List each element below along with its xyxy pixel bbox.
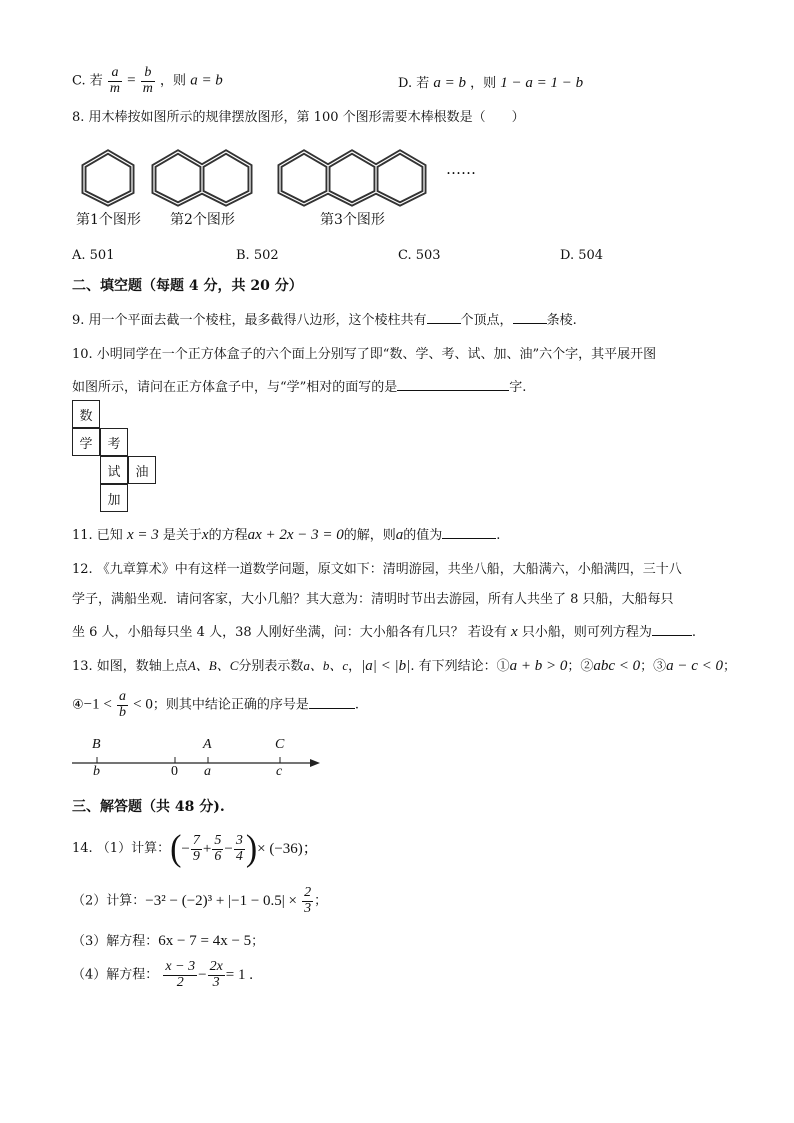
answer-blank[interactable] [513,309,547,324]
q8-option-c: C. 503 [398,248,441,263]
section-2-title: 二、填空题（每题 4 分，共 20 分） [72,278,303,294]
value-label-a: a [204,764,211,779]
fraction: $\frac{a}{m}$ [109,65,121,96]
q8-option-b: B. 502 [236,248,279,263]
hexagon-stick-figures [70,140,490,208]
q14-part4: （4）解方程： $\frac{x - 3}{2}$ − $\frac{2x}{3}$ = 1 . [72,959,253,990]
q8-stem: 8. 用木棒按如图所示的规律摆放图形，第 100 个图形需要木棒根数是（ ） [72,110,525,125]
q14-part3: （3）解方程：6x − 7 = 4x − 5； [72,933,265,949]
answer-blank[interactable] [397,376,509,391]
q12-line2: 学子，满船坐观．请问客家，大小几船？其大意为：清明时节出去游园，所有人共坐了 8 只船，大船每只 [72,592,674,607]
net-face: 加 [100,484,128,512]
number-line [66,736,330,782]
section-3-title: 三、解答题（共 48 分). [72,799,225,815]
q14-part2: （2）计算：−3² − (−2)³ + |−1 − 0.5| × $\frac{2}{3}$ ； [72,885,328,916]
net-face: 数 [72,400,100,428]
answer-blank[interactable] [427,309,461,324]
answer-blank[interactable] [309,694,355,709]
figure-3 [280,152,424,204]
figure-label-3: 第3个图形 [320,212,385,228]
q10-line1: 10. 小明同学在一个正方体盒子的六个面上分别写了即“数、学、考、试、加、油”六个字，其平展开图 [72,347,657,362]
fraction: $\frac{a}{b}$ [118,689,126,720]
arrow-icon [310,759,320,767]
q12-line1: 12. 《九章算术》中有这样一道数学问题，原文如下：清明游园，共坐八船，大船满六，小船满四，三十八 [72,562,682,577]
q12-line3: 坐 6 人，小船每只坐 4 人，38 人刚好坐满，问：大小船各有几只？ 若设有 x 只小船，则可列方程为 . [72,621,696,641]
point-label-c-upper: C [275,737,285,752]
figure-ellipsis: …… [446,160,476,178]
q13-line2: ④−1 < $\frac{a}{b}$ < 0；则其中结论正确的序号是 . [72,689,359,720]
q11: 11. 已知 x = 3 是关于x的方程ax + 2x − 3 = 0的解，则a的值为 . [72,524,500,544]
value-label-b: b [93,764,100,779]
value-label-c: c [276,764,283,779]
point-label-b-upper: B [92,737,101,752]
fraction: $\frac{b}{m}$ [142,65,153,96]
q8-option-d: D. 504 [560,248,604,263]
q13-line1: 13. 如图，数轴上点A、B、C分别表示数a、b、c，|a| < |b|. 有下列结论：①a + b > 0；②abc < 0；③a − c < 0； [72,658,737,674]
q7-option-c: C. 若 $\frac{a}{m}$ = $\frac{b}{m}$ ，则 a = b [72,65,223,96]
answer-blank[interactable] [652,621,692,636]
answer-blank[interactable] [442,524,496,539]
net-face: 油 [128,456,156,484]
q7-option-d: D. 若 a = b ，则 1 − a = 1 − b [398,75,584,91]
q9: 9. 用一个平面去截一个棱柱，最多截得八边形，这个棱柱共有 个顶点， 条棱. [72,309,577,329]
point-label-a-upper: A [203,737,212,752]
figure-label-2: 第2个图形 [170,212,235,228]
net-face: 考 [100,428,128,456]
value-label-zero: 0 [171,764,178,779]
net-face: 试 [100,456,128,484]
q10-line2: 如图所示，请问在正方体盒子中，与“学”相对的面写的是 字. [72,376,526,396]
q8-option-a: A. 501 [72,248,115,263]
q14-part1: 14. （1）计算：(− $\frac{7}{9}$ + $\frac{5}{6}$ − $\frac{3}{4}$ )× (−36)； [72,828,318,869]
net-face: 学 [72,428,100,456]
figure-label-1: 第1个图形 [76,212,141,228]
